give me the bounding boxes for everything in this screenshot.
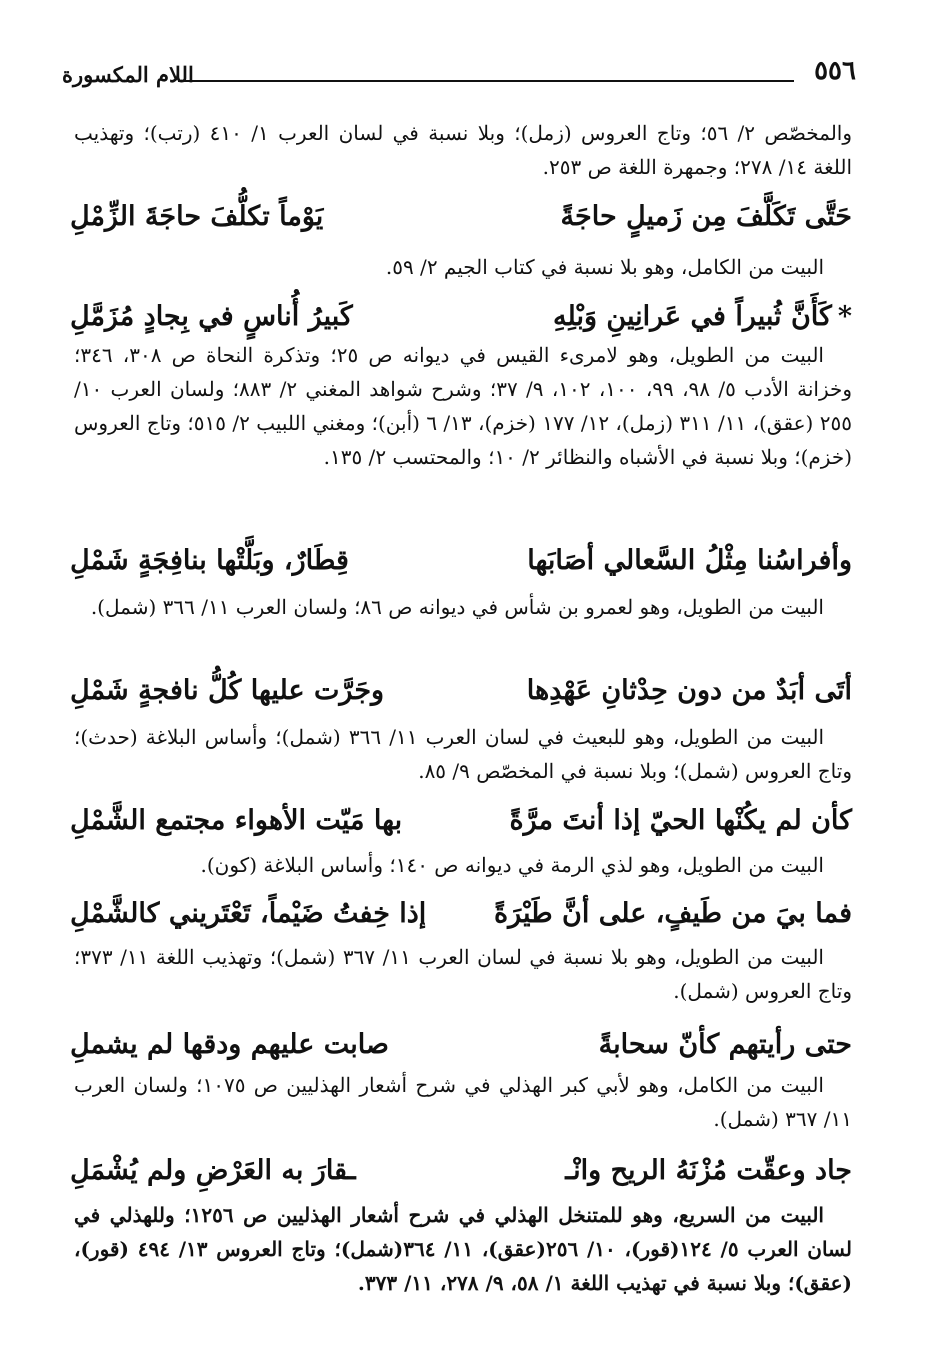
verse-hemistich-first: فما بيَ من طَيفٍ، على أنَّ طَيْرَةً [493, 897, 852, 929]
verse-line [70, 1150, 852, 1190]
verse-source-note: البيت من الطويل، وهو لذي الرمة في ديوانه ص ١٤٠؛ وأساس البلاغة (كون). [200, 853, 824, 877]
verse-hemistich-second: كَبيرُ أُناسٍ في بِجادٍ مُزَمَّلِ [70, 300, 353, 332]
page-number: ٥٥٦ [814, 56, 856, 86]
verse-source-note: البيت من السريع، وهو للمتنخل الهذلي في شرح أشعار الهذليين ص ١٢٥٦؛ وللهذلي في لسان العرب ٥/ ١٢٤(قور)، ١٠/ ٢٥٦(عقق)، ١١/ ٣٦٤(شمل)؛ وتاج العروس ١٣/ ٤٩٤ (قور)، (عقق)؛ وبلا نسبة في تهذيب اللغة ١/ ٥٨، ٩/ ٢٧٨، ١١/ ٣٧٣. [74, 1203, 852, 1295]
verse-hemistich-first: وأفراسُنا مِثْلُ السَّعالي أصَابَها [527, 544, 852, 576]
star-marker: * [837, 300, 852, 332]
verse-source-note: البيت من الطويل، وهو لعمرو بن شأس في ديوانه ص ٨٦؛ ولسان العرب ١١/ ٣٦٦ (شمل). [90, 595, 824, 619]
verse-hemistich-first: حتى رأيتهم كأنّ سحابةً [598, 1028, 852, 1060]
verse-line [70, 1024, 852, 1064]
continuation-note: والمخصّص ٢/ ٥٦؛ وتاج العروس (زمل)؛ وبلا نسبة في لسان العرب ١/ ٤١٠ (رتب)؛ وتهذيب اللغة ١٤/ ٢٧٨؛ وجمهرة اللغة ص ٢٥٣. [74, 121, 853, 179]
verse-hemistich-first: كأن لم يكُنْها الحيّ إذا أنتَ مرَّةً [509, 804, 852, 836]
verse-line [70, 893, 852, 933]
verse-source-note: البيت من الطويل، وهو بلا نسبة في لسان العرب ١١/ ٣٦٧ (شمل)؛ وتهذيب اللغة ١١/ ٣٧٣؛ وتاج العروس (شمل). [74, 945, 852, 1003]
verse-line [70, 800, 852, 840]
running-title: اللام المكسورة [62, 62, 194, 87]
verse-line [70, 670, 852, 710]
verse-hemistich-second: بها مَيّت الأهواء مجتمع الشَّمْلِ [70, 804, 403, 836]
verse-line [70, 540, 852, 580]
verse-hemistich-text: كَأَنَّ ثُبيراً في عَرانِينِ وَبْلِهِ [553, 300, 832, 332]
verse-hemistich-second: صابت عليهم ودقها لم يشملِ [70, 1028, 389, 1060]
verse-hemistich-first: حَتَّى تَكَلَّفَ مِن زَميلٍ حاجَةً [560, 200, 852, 232]
running-header [62, 54, 856, 94]
verse-hemistich-second: يَوْماً تكلُّفَ حاجَةَ الزِّمْلِ [70, 200, 324, 232]
verse-source-note: البيت من الكامل، وهو لأبي كبر الهذلي في شرح أشعار الهذليين ص ١٠٧٥؛ ولسان العرب ١١/ ٣٦٧ (شمل). [74, 1073, 852, 1131]
header-rule [178, 80, 794, 82]
verse-hemistich-second: إذا خِفتُ ضَيْماً، تَعْتَريني كالشَّمْلِ [70, 897, 427, 929]
verse-source-note: البيت من الطويل، وهو لامرىء القيس في ديوانه ص ٢٥؛ وتذكرة النحاة ص ٣٠٨، ٣٤٦؛ وخزانة الأدب ٥/ ٩٨، ٩٩، ١٠٠، ١٠٢، ٩/ ٣٧؛ وشرح شواهد المغني ٢/ ٨٨٣؛ ولسان العرب ١٠/ ٢٥٥ (عقق)، ١١/ ٣١١ (زمل)، ١٢/ ١٧٧ (خزم)، ١٣/ ٦ (أبن)؛ ومغني اللبيب ٢/ ٥١٥؛ وتاج العروس (خزم)؛ وبلا نسبة في الأشباه والنظائر ٢/ ١٠؛ والمحتسب ٢/ ١٣٥. [74, 343, 853, 469]
verse-source-note: البيت من الكامل، وهو بلا نسبة في كتاب الجيم ٢/ ٥٩. [385, 255, 824, 279]
verse-hemistich-first: جاد وعقّت مُزْنَهُ الريح وانْـ [565, 1154, 852, 1186]
verse-hemistich-first [553, 301, 852, 332]
verse-source-note: البيت من الطويل، وهو للبعيث في لسان العرب ١١/ ٣٦٦ (شمل)؛ وأساس البلاغة (حدث)؛ وتاج العروس (شمل)؛ وبلا نسبة في المخصّص ٩/ ٨٥. [74, 725, 852, 783]
verse-hemistich-second: قِطَارٌ، وبَلَّتْها بنافِجَةٍ شَمْلِ [70, 544, 349, 576]
verse-hemistich-first: أتَى أبَدٌ من دون حِدْثانِ عَهْدِها [526, 674, 852, 706]
verse-hemistich-second: ـقارَ به العَرْضِ ولم يُشْمَلِ [70, 1154, 356, 1186]
verse-line [70, 296, 852, 336]
verse-line [70, 196, 852, 236]
verse-hemistich-second: وجَرَّت عليها كُلُّ نافجةٍ شَمْلِ [70, 674, 385, 706]
